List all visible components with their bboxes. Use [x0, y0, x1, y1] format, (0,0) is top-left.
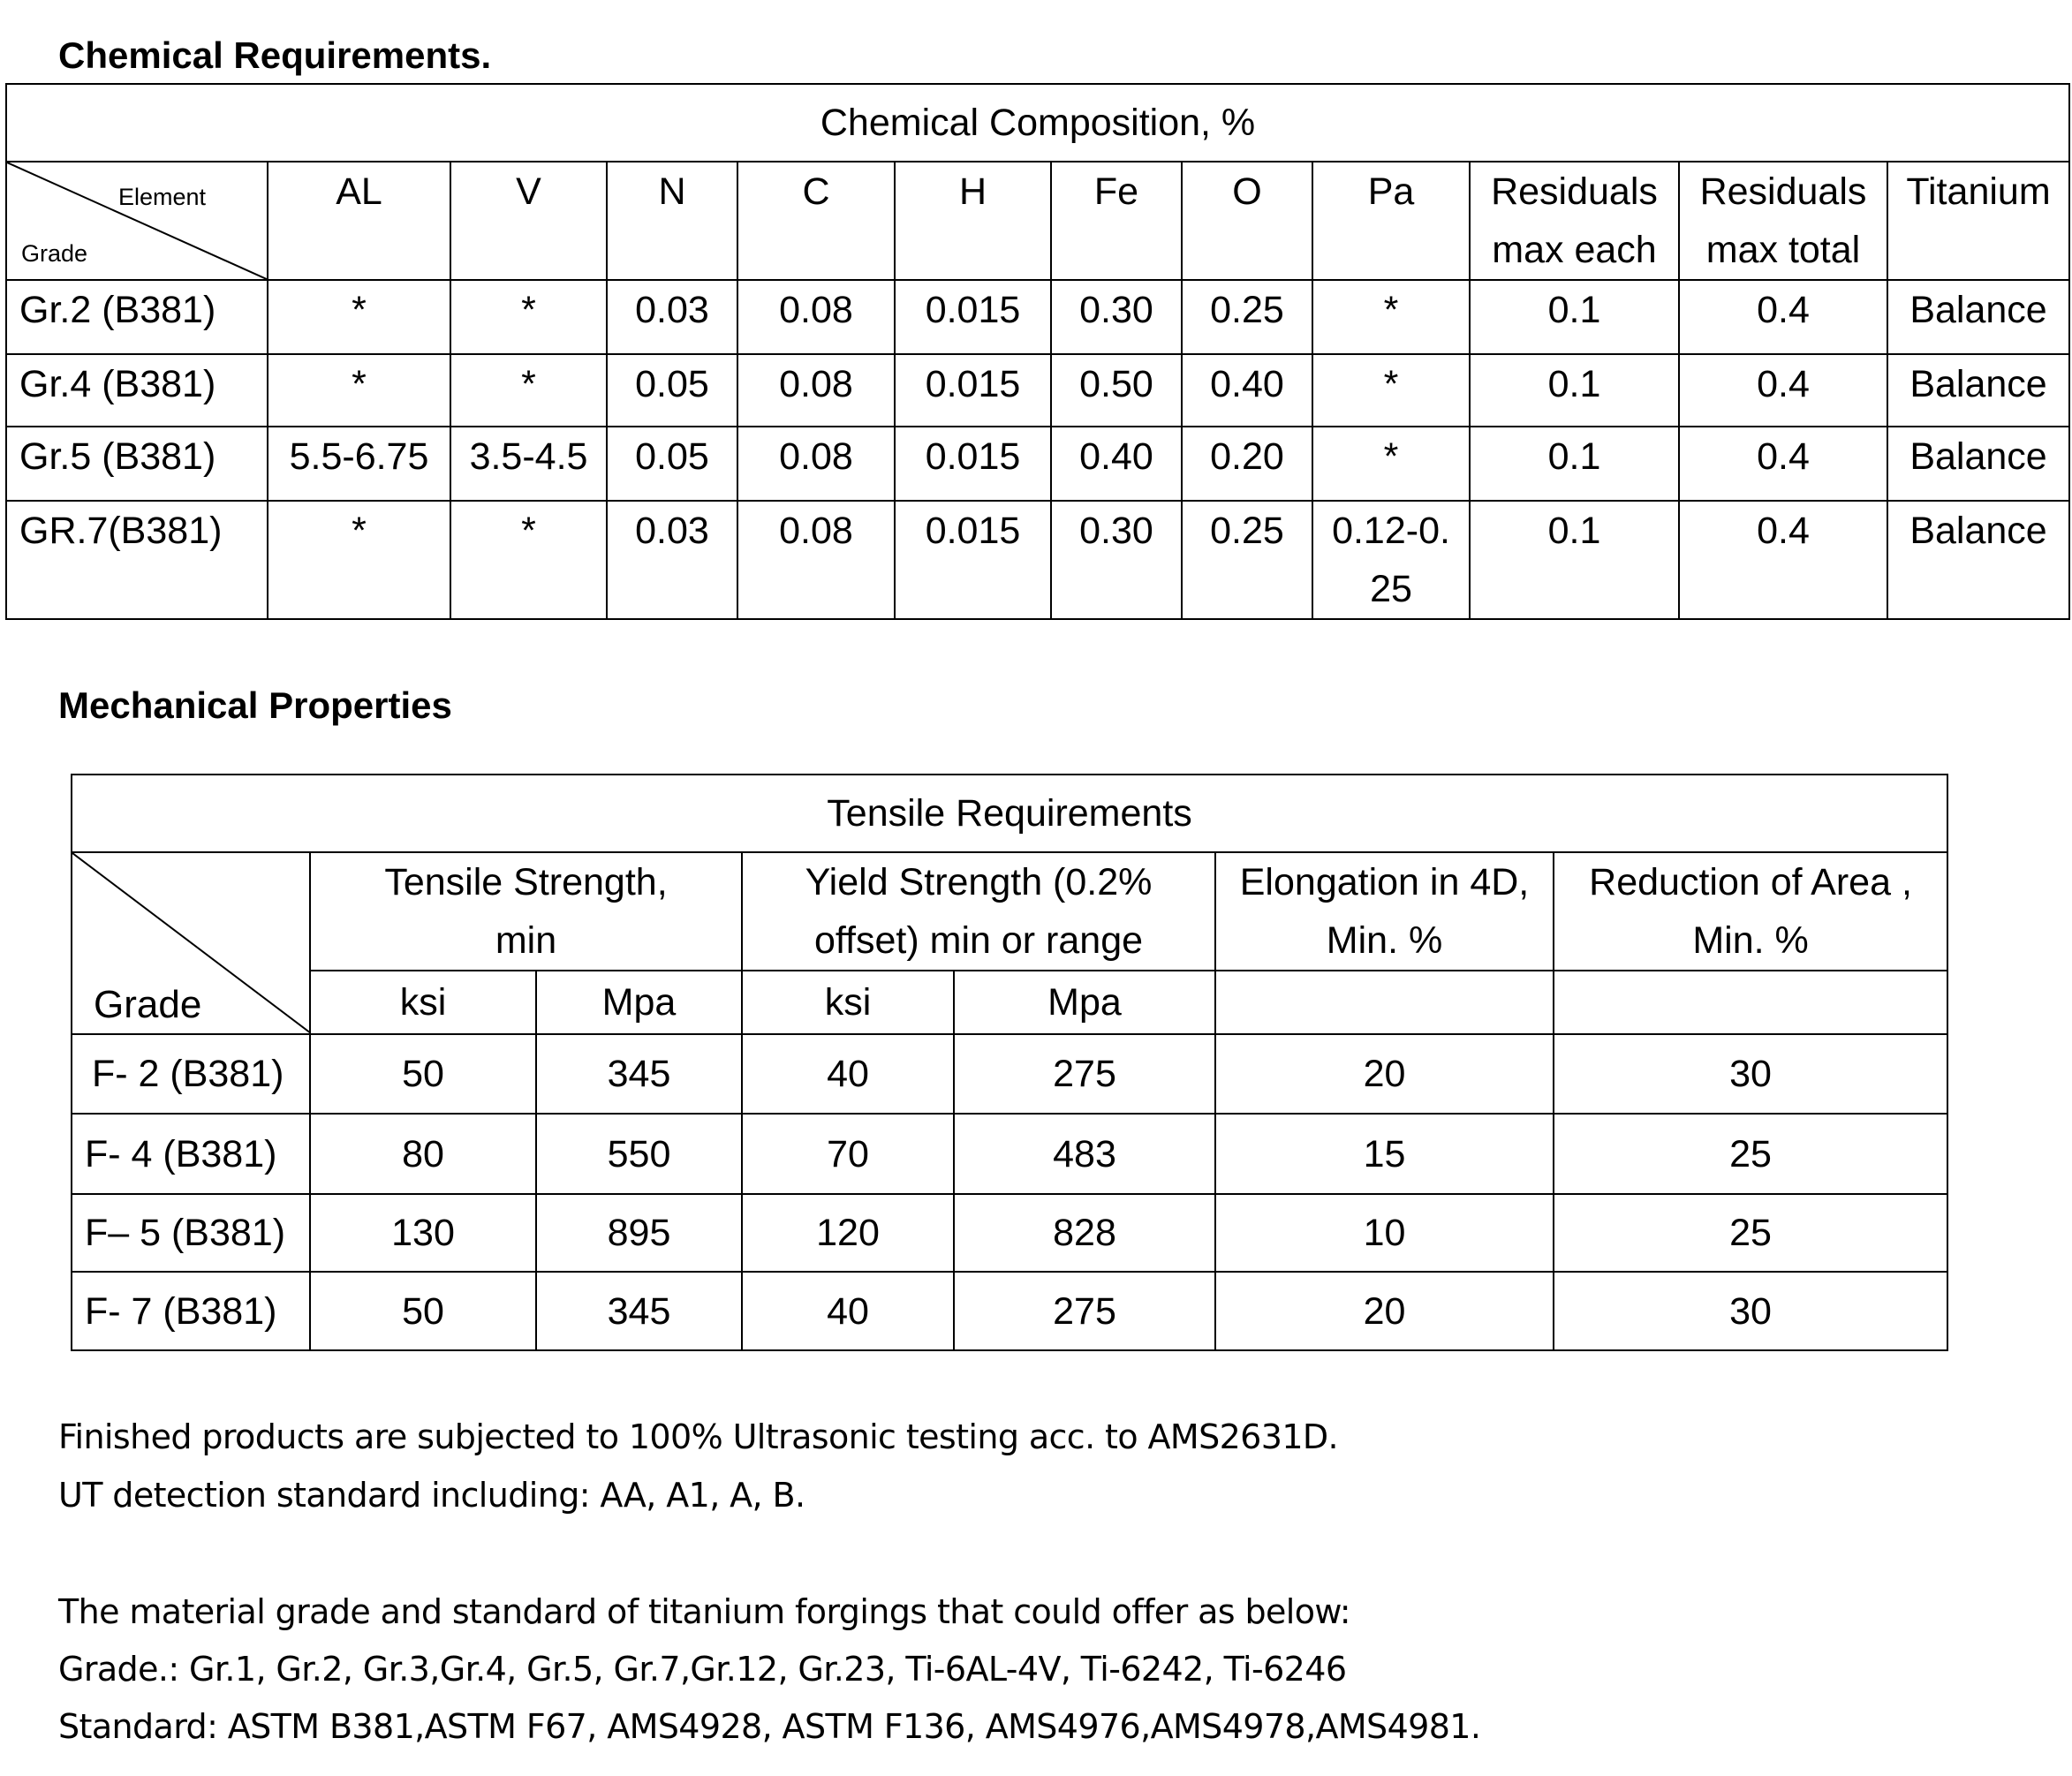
col-header: Residuals max total [1679, 162, 1887, 280]
col-header: H [895, 162, 1051, 280]
table-row [72, 1194, 1947, 1272]
value-cell: 80 [310, 1114, 536, 1194]
value-cell: 0.015 [895, 354, 1051, 427]
value-cell: 50 [310, 1272, 536, 1350]
mechanical-group-header-row [72, 852, 1947, 971]
value-cell: 550 [536, 1114, 742, 1194]
grade-cell: GR.7(B381) [6, 501, 268, 619]
value-cell: 25 [1554, 1114, 1947, 1194]
grade-cell: Gr.4 (B381) [6, 354, 268, 427]
value-cell: 0.40 [1051, 427, 1182, 501]
value-cell: Balance [1887, 427, 2069, 501]
value-cell: * [268, 280, 450, 354]
value-cell: 275 [954, 1034, 1215, 1114]
value-cell: * [450, 280, 607, 354]
value-cell: * [1312, 280, 1470, 354]
table-row [6, 354, 2069, 427]
grade-cell: Gr.5 (B381) [6, 427, 268, 501]
group-header: Tensile Strength, min [310, 852, 742, 971]
chemical-header-row [6, 162, 2069, 280]
value-cell: 0.25 [1182, 280, 1312, 354]
corner-grade-label: Grade [21, 240, 88, 267]
mechanical-unit-row [72, 971, 1947, 1034]
mechanical-corner-cell [72, 852, 310, 1034]
col-header: AL [268, 162, 450, 280]
grade-cell: F- 4 (B381) [72, 1114, 310, 1194]
group-header: Elongation in 4D, Min. % [1215, 852, 1554, 971]
value-cell: Balance [1887, 280, 2069, 354]
value-cell: * [450, 354, 607, 427]
value-cell: 0.50 [1051, 354, 1182, 427]
col-header: Pa [1312, 162, 1470, 280]
value-cell: 0.30 [1051, 501, 1182, 619]
grade-cell: Gr.2 (B381) [6, 280, 268, 354]
grade-cell: F- 7 (B381) [72, 1272, 310, 1350]
unit-header: Mpa [954, 971, 1215, 1034]
col-header: Fe [1051, 162, 1182, 280]
value-cell: 25 [1554, 1194, 1947, 1272]
value-cell: 0.4 [1679, 501, 1887, 619]
value-cell: 0.40 [1182, 354, 1312, 427]
table-row [6, 280, 2069, 354]
table-row [72, 1114, 1947, 1194]
corner-element-label: Element [118, 184, 207, 210]
value-cell: 120 [742, 1194, 954, 1272]
value-cell: 0.1 [1470, 354, 1679, 427]
value-cell: 0.08 [737, 354, 895, 427]
note-ut-standard: UT detection standard including: AA, A1, A, B. [58, 1476, 805, 1515]
value-cell: 0.4 [1679, 354, 1887, 427]
col-header: C [737, 162, 895, 280]
grade-cell: F- 2 (B381) [72, 1034, 310, 1114]
chemical-table [5, 83, 2070, 620]
value-cell: 345 [536, 1272, 742, 1350]
value-cell: * [1312, 354, 1470, 427]
value-cell: 40 [742, 1272, 954, 1350]
table-row [72, 1034, 1947, 1114]
unit-header: Mpa [536, 971, 742, 1034]
value-cell: 0.05 [607, 427, 737, 501]
value-cell: 0.1 [1470, 280, 1679, 354]
value-cell: 0.015 [895, 427, 1051, 501]
value-cell: 30 [1554, 1034, 1947, 1114]
value-cell: * [1312, 427, 1470, 501]
value-cell: 70 [742, 1114, 954, 1194]
col-header: O [1182, 162, 1312, 280]
value-cell: 50 [310, 1034, 536, 1114]
col-header: Titanium [1887, 162, 2069, 280]
note-standards: Standard: ASTM B381,ASTM F67, AMS4928, ASTM F136, AMS4976,AMS4978,AMS4981. [58, 1707, 1481, 1746]
value-cell: 483 [954, 1114, 1215, 1194]
chemical-corner-cell [6, 162, 268, 280]
value-cell: 20 [1215, 1034, 1554, 1114]
unit-header: ksi [742, 971, 954, 1034]
value-cell: 0.4 [1679, 280, 1887, 354]
value-cell: 0.08 [737, 501, 895, 619]
value-cell: * [268, 354, 450, 427]
value-cell: 130 [310, 1194, 536, 1272]
value-cell: 30 [1554, 1272, 1947, 1350]
value-cell: 0.03 [607, 501, 737, 619]
col-header: Residuals max each [1470, 162, 1679, 280]
value-cell: 15 [1215, 1114, 1554, 1194]
group-header: Reduction of Area , Min. % [1554, 852, 1947, 971]
table-row [72, 1272, 1947, 1350]
value-cell: Balance [1887, 354, 2069, 427]
value-cell: 20 [1215, 1272, 1554, 1350]
mechanical-table [71, 774, 1948, 1351]
value-cell: 0.03 [607, 280, 737, 354]
value-cell: 0.08 [737, 280, 895, 354]
grade-cell: F– 5 (B381) [72, 1194, 310, 1272]
value-cell: 3.5-4.5 [450, 427, 607, 501]
unit-header-empty [1554, 971, 1947, 1034]
value-cell: * [450, 501, 607, 619]
value-cell: 0.20 [1182, 427, 1312, 501]
col-header: N [607, 162, 737, 280]
mechanical-caption: Tensile Requirements [72, 775, 1947, 852]
value-cell: 40 [742, 1034, 954, 1114]
value-cell: 0.1 [1470, 501, 1679, 619]
value-cell: 895 [536, 1194, 742, 1272]
note-grades: Grade.: Gr.1, Gr.2, Gr.3,Gr.4, Gr.5, Gr.7,Gr.12, Gr.23, Ti-6AL-4V, Ti-6242, Ti-6246 [58, 1650, 1347, 1689]
unit-header: ksi [310, 971, 536, 1034]
value-cell: 10 [1215, 1194, 1554, 1272]
mechanical-heading: Mechanical Properties [58, 684, 452, 726]
chemical-caption: Chemical Composition, % [6, 84, 2069, 162]
value-cell: 0.05 [607, 354, 737, 427]
unit-header-empty [1215, 971, 1554, 1034]
value-cell: Balance [1887, 501, 2069, 619]
table-row [6, 427, 2069, 501]
corner-grade-label: Grade [94, 983, 202, 1026]
table-row [6, 501, 2069, 619]
note-ultrasonic: Finished products are subjected to 100% Ultrasonic testing acc. to AMS2631D. [58, 1417, 1339, 1456]
value-cell: 0.12-0. 25 [1312, 501, 1470, 619]
note-offer-intro: The material grade and standard of titanium forgings that could offer as below: [58, 1592, 1350, 1631]
value-cell: 0.015 [895, 501, 1051, 619]
value-cell: * [268, 501, 450, 619]
group-header: Yield Strength (0.2% offset) min or range [742, 852, 1215, 971]
value-cell: 0.1 [1470, 427, 1679, 501]
value-cell: 0.08 [737, 427, 895, 501]
value-cell: 5.5-6.75 [268, 427, 450, 501]
value-cell: 828 [954, 1194, 1215, 1272]
value-cell: 0.015 [895, 280, 1051, 354]
value-cell: 275 [954, 1272, 1215, 1350]
col-header: V [450, 162, 607, 280]
value-cell: 345 [536, 1034, 742, 1114]
value-cell: 0.4 [1679, 427, 1887, 501]
value-cell: 0.30 [1051, 280, 1182, 354]
value-cell: 0.25 [1182, 501, 1312, 619]
chemical-heading: Chemical Requirements. [58, 34, 492, 76]
